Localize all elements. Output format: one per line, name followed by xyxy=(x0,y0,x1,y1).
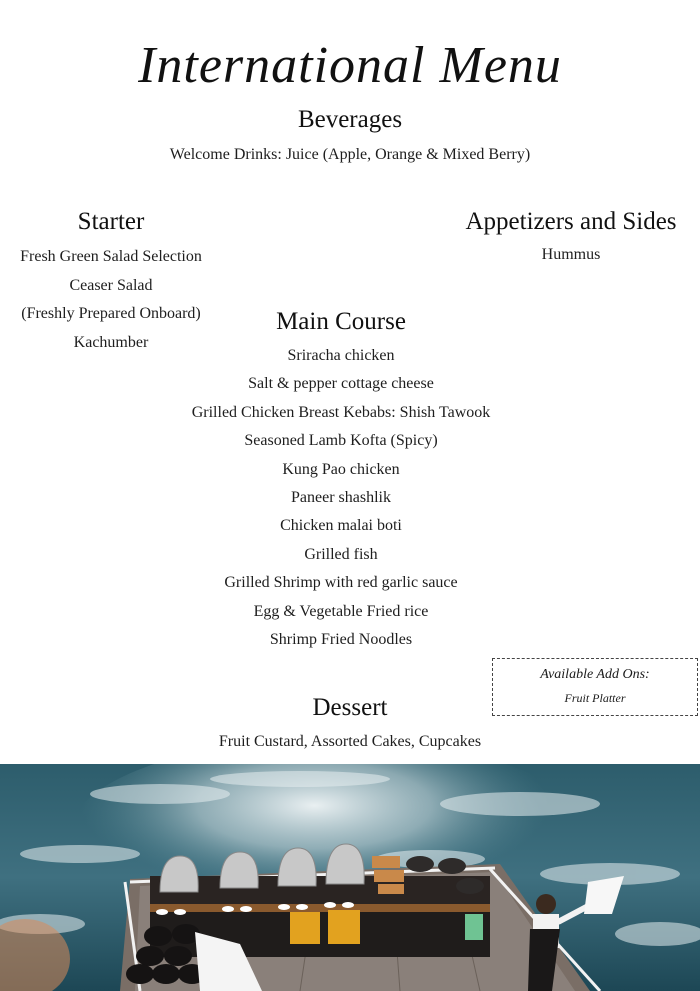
list-item: Ceaser Salad xyxy=(69,276,153,294)
menu-title: International Menu xyxy=(138,37,562,94)
appetizers-list xyxy=(442,246,700,264)
appetizers-heading: Appetizers and Sides xyxy=(465,208,677,235)
list-item: Sriracha chicken xyxy=(287,347,395,364)
starter-list xyxy=(0,246,222,360)
list-item: Fresh Green Salad Selection xyxy=(20,248,202,265)
boat-buffet-photo xyxy=(0,764,700,991)
dessert-text: Fruit Custard, Assorted Cakes, Cupcakes xyxy=(218,733,482,750)
addons-title: Available Add Ons: xyxy=(540,667,650,682)
list-item: Paneer shashlik xyxy=(291,488,391,506)
list-item: Hummus xyxy=(541,246,601,263)
list-item: Shrimp Fried Noodles xyxy=(269,630,413,648)
boat-buffet-illustration xyxy=(0,764,700,991)
main-course-heading: Main Course xyxy=(276,308,406,335)
list-item: Kung Pao chicken xyxy=(282,460,400,478)
list-item: Grilled fish xyxy=(304,545,378,563)
list-item: Egg & Vegetable Fried rice xyxy=(253,602,429,620)
list-item: Seasoned Lamb Kofta (Spicy) xyxy=(244,432,438,450)
addons-item: Fruit Platter xyxy=(564,691,626,705)
list-item: Salt & pepper cottage cheese xyxy=(248,375,434,393)
beverages-text: Welcome Drinks: Juice (Apple, Orange & Mixed Berry) xyxy=(169,146,531,163)
main-course-list xyxy=(0,345,682,657)
starter-heading: Starter xyxy=(77,208,145,235)
beverages-heading: Beverages xyxy=(297,106,403,133)
list-item: Grilled Shrimp with red garlic sauce xyxy=(224,574,458,592)
list-item: (Freshly Prepared Onboard) xyxy=(21,305,201,322)
list-item: Grilled Chicken Breast Kebabs: Shish Tawook xyxy=(191,403,491,421)
list-item: Chicken malai boti xyxy=(280,517,402,535)
list-item: Kachumber xyxy=(73,333,149,351)
dessert-heading: Dessert xyxy=(312,694,388,721)
